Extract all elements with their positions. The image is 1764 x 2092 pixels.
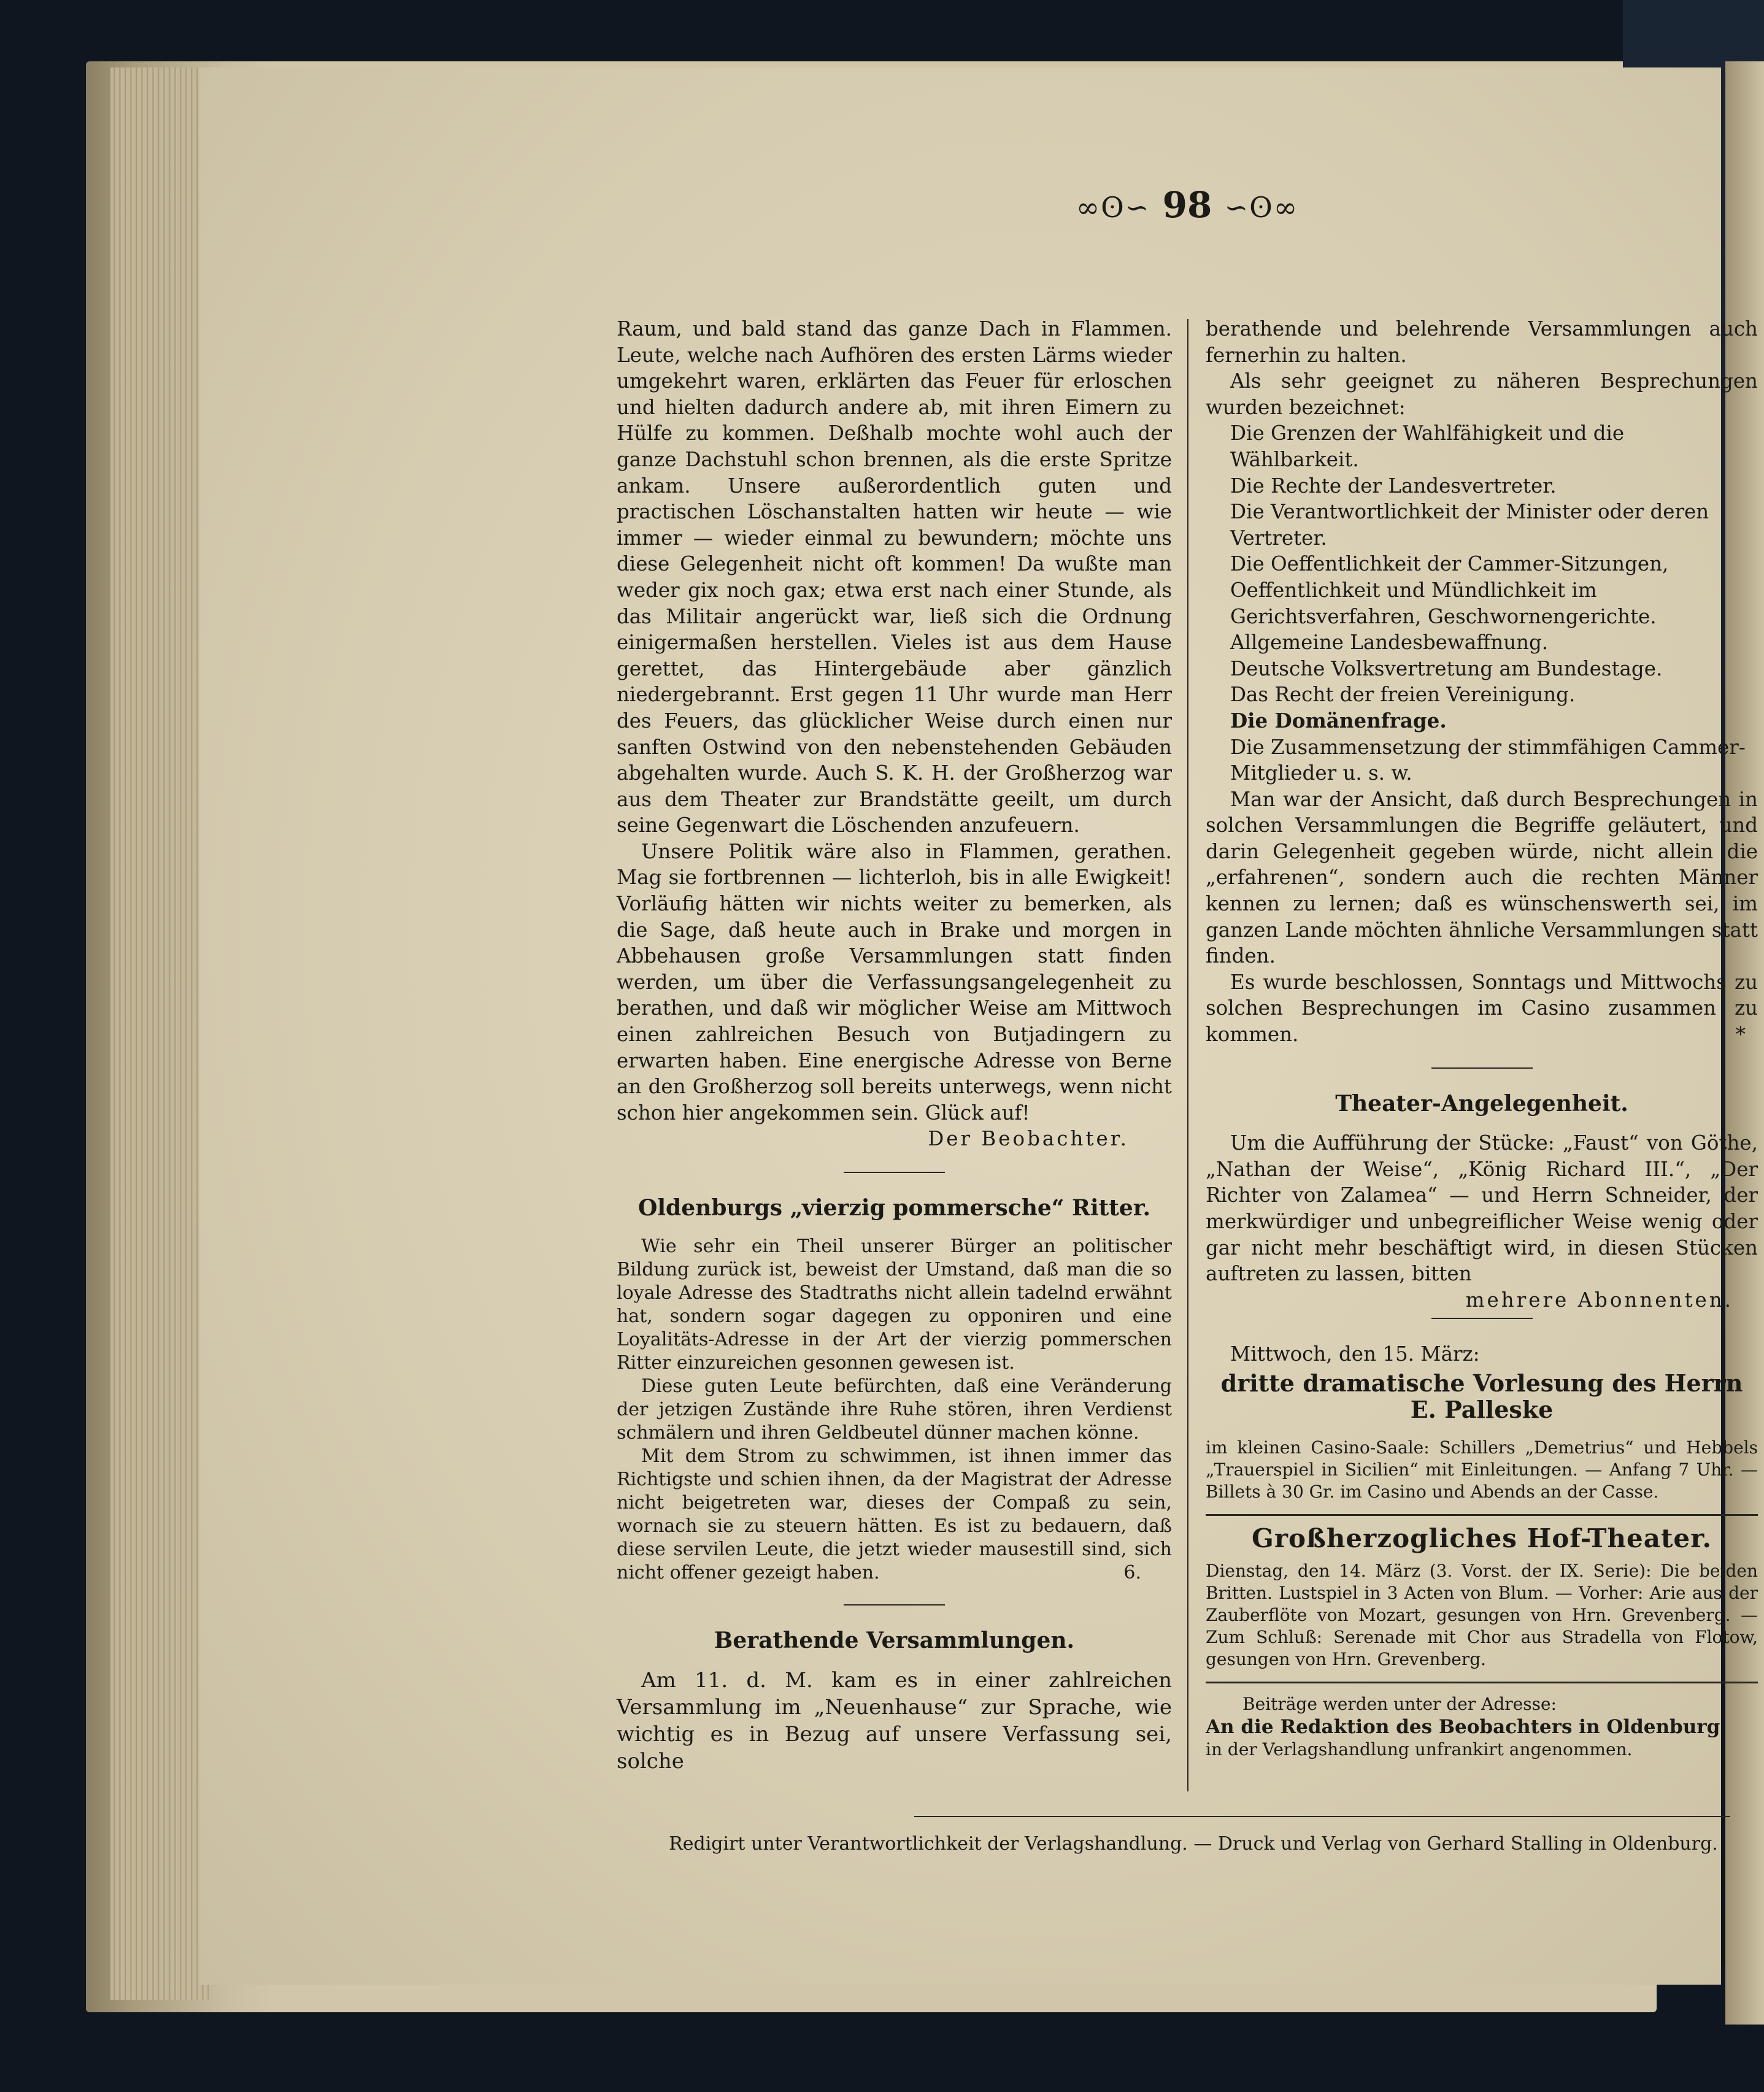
article-fire-text: Raum, und bald stand das ganze Dach in Flammen. Leute, welche nach Aufhören des ersten Lärms wieder umgekehrt waren, erklärten das Feuer für erloschen und hielten dadurch andere ab, mit ihren Eimern zu Hülfe zu kommen. Deßhalb mochte wohl auch der ganze Dachstuhl schon brennen, als die erste Spritze ankam. Unsere außerordentlich guten und practischen Löschanstalten hatten wir heute — wie immer — wieder einmal zu bewundern; möchte uns diese Gelegenheit nicht oft kommen! Da wußte man weder gix noch gax; etwa erst nach einer Stunde, als das Militair angerückt war, ließ sich die Ordnung einigermaßen herstellen. Vieles ist aus dem Hause gerettet, das Hintergebäude aber gänzlich niedergebrannt. Erst gegen 11 Uhr wurde man Herr des Feuers, das glücklicher Weise durch einen nur sanften Ostwind von den nebenstehenden Gebäuden abgehalten wurde. Auch S. K. H. der Großherzog war aus dem Theater zur Brandstätte geeilt, um durch seine Gegenwart die Löschenden anzufeuern. — [617, 317, 1172, 837]
page-edges — [110, 67, 209, 2000]
ornament-left-icon: ∞ʘ∽ — [1076, 191, 1150, 224]
page-number: 98 — [1162, 184, 1212, 226]
article-ritter-p3: Mit dem Strom zu schwimmen, ist ihnen immer das Richtigste und schien ihnen, da der Magistrat der Adresse nicht beigetreten war, dieses der Compaß zu sein, wornach sie zu steuern hätten. Es ist zu bedauern, daß diese servilen Leute, die jetzt wieder mausestill sind, sich nicht offener gezeigt haben. 6. — [617, 1445, 1172, 1583]
theater-text: Um die Aufführung der Stücke: „Faust“ von Göthe, „Nathan der Weise“, „König Richard III.“, „Der Richter von Zalamea“ — und Herrn Schneider, der merkwürdiger und unbegreiflicher Weise wenig oder gar nicht mehr beschäftigt wird, in diesen Stücken auftreten zu lassen, bitten mehrere Abonnenten. — [1206, 1130, 1758, 1287]
article-continued-text: berathende und belehrende Versammlungen auch fernerhin zu halten. — [1206, 317, 1758, 367]
list-item: Die Oeffentlichkeit der Cammer-Sitzungen, Oeffentlichkeit und Mündlichkeit im Gerichtsverfahren, Geschwornengerichte. Allgemeine Landesbewaffnung. — [1230, 552, 1669, 655]
column-divider — [1187, 319, 1188, 1791]
hof-theater-body: Dienstag, den 14. März (3. Vorst. der IX. Serie): Die beiden Britten. Lustspiel in 3 Acten von Blum. — Vorher: Arie aus der Zauberflöte von Mozart, gesungen von Hrn. Grevenberg. — Zum Schluß: Serenade mit Chor aus Stradella von Flotow, gesungen von Hrn. Grevenberg. — [1206, 1561, 1758, 1670]
section-divider — [844, 1604, 945, 1606]
article-topics-intro: Als sehr geeignet zu näheren Besprechungen wurden bezeichnet: — [1206, 369, 1758, 419]
contributions-line1: Beiträge werden unter der Adresse: — [1242, 1694, 1557, 1715]
right-column — [1206, 316, 1758, 1761]
article-decision-text: Es wurde beschlossen, Sonntags und Mittwochs zu solchen Besprechungen im Casino zusammen zu kommen. * — [1206, 969, 1758, 1048]
section-divider — [1206, 1682, 1758, 1683]
hof-theater-heading: Großherzogliches Hof-Theater. — [1251, 1523, 1712, 1553]
section-divider — [1431, 1318, 1533, 1319]
article-ritter-signature: 6. — [1123, 1561, 1141, 1583]
article-heading-versammlungen: Berathende Versammlungen. — [714, 1627, 1075, 1653]
contributions-address: An die Redaktion des Beobachters in Oldenburg — [1206, 1716, 1720, 1739]
article-signature: Der Beobachter. — [928, 1127, 1129, 1151]
theater-signature: mehrere Abonnenten. — [1465, 1288, 1733, 1312]
article-ritter-p2: Diese guten Leute befürchten, daß eine Veränderung der jetzigen Zustände ihre Ruhe stören, ihren Verdienst schmälern und ihren Geldbeutel dünner machen könne. — [617, 1375, 1172, 1444]
left-column — [617, 316, 1172, 1775]
article-heading-ritter: Oldenburgs „vierzig pommersche“ Ritter. — [638, 1195, 1150, 1221]
topics-list — [1206, 420, 1758, 786]
section-divider — [844, 1172, 945, 1173]
announcement-date: Mittwoch, den 15. März: — [1230, 1342, 1480, 1366]
announcement-speaker: E. Palleske — [1410, 1395, 1554, 1423]
list-item: Die Rechte der Landesvertreter. — [1230, 474, 1557, 498]
imprint-footer: Redigirt unter Verantwortlichkeit der Verlagshandlung. — Druck und Verlag von Gerhard Stalling in Oldenburg. — [669, 1833, 1718, 1855]
newspaper-page — [199, 67, 1758, 1985]
article-decision-signature: * — [1735, 1023, 1746, 1047]
list-item: Die Grenzen der Wahlfähigkeit und die Wählbarkeit. — [1230, 421, 1625, 471]
list-item: Die Domänenfrage. — [1230, 708, 1447, 733]
ornament-right-icon: ∽ʘ∞ — [1224, 191, 1299, 224]
article-politics-text: Unsere Politik wäre also in Flammen, gerathen. Mag sie fortbrennen — lichterloh, bis in alle Ewigkeit! Vorläufig hätten wir nichts weiter zu bemerken, als die Sage, daß heute auch in Brake und morgen in Abbehausen große Versammlungen statt finden werden, um über die Verfassungsangelegenheit zu berathen, und daß wir möglicher Weise am Mittwoch einen zahlreichen Besuch von Butjadingern zu erwarten haben. Eine energische Adresse von Berne an den Großherzog soll bereits unterwegs, wenn nicht schon hier angekommen sein. Glück auf! — [617, 839, 1172, 1125]
list-item: Die Verantwortlichkeit der Minister oder deren Vertreter. — [1230, 500, 1709, 550]
footer-divider — [914, 1816, 1730, 1817]
article-versammlungen-text: Am 11. d. M. kam es in einer zahlreichen Versammlung im „Neuenhause“ zur Sprache, wie wichtig es in Bezug auf unsere Verfassung sei, solche — [617, 1668, 1172, 1774]
section-divider — [1431, 1067, 1533, 1069]
list-item: Deutsche Volksvertretung am Bundestage. — [1230, 656, 1663, 680]
page-number-header — [1046, 184, 1328, 239]
section-divider — [1206, 1514, 1758, 1516]
contributions-line3: in der Verlagshandlung unfrankirt angenommen. — [1206, 1739, 1633, 1760]
list-item: Das Recht der freien Vereinigung. — [1230, 683, 1576, 707]
theater-heading: Theater-Angelegenheit. — [1335, 1090, 1628, 1117]
list-item: Die Zusammensetzung der stimmfähigen Cammer-Mitglieder u. s. w. — [1230, 735, 1746, 785]
article-conclusion-text: Man war der Ansicht, daß durch Besprechungen in solchen Versammlungen die Begriffe geläutert, und darin Gelegenheit gegeben würde, nicht allein die „erfahrenen“, sondern auch die rechten Männer kennen zu lernen; daß es wünschenswerth sei, im ganzen Lande möchten ähnliche Versammlungen statt finden. — [1206, 787, 1758, 968]
announcement-title: dritte dramatische Vorlesung des Herrn — [1220, 1369, 1743, 1398]
article-ritter-p1: Wie sehr ein Theil unserer Bürger an politischer Bildung zurück ist, beweist der Umstand, daß man die so loyale Adresse des Stadtraths nicht allein tadelnd erwähnt hat, sondern sogar dagegen zu opponiren und eine Loyalitäts-Adresse in der Art der vierzig pommerschen Ritter einzureichen gesonnen gewesen ist. — [617, 1235, 1172, 1374]
announcement-body: im kleinen Casino-Saale: Schillers „Demetrius“ und Hebbels „Trauerspiel in Sicilien“ mit Einleitungen. — Anfang 7 Uhr. — Billets à 30 Gr. im Casino und Abends an der Casse. — [1206, 1437, 1758, 1502]
